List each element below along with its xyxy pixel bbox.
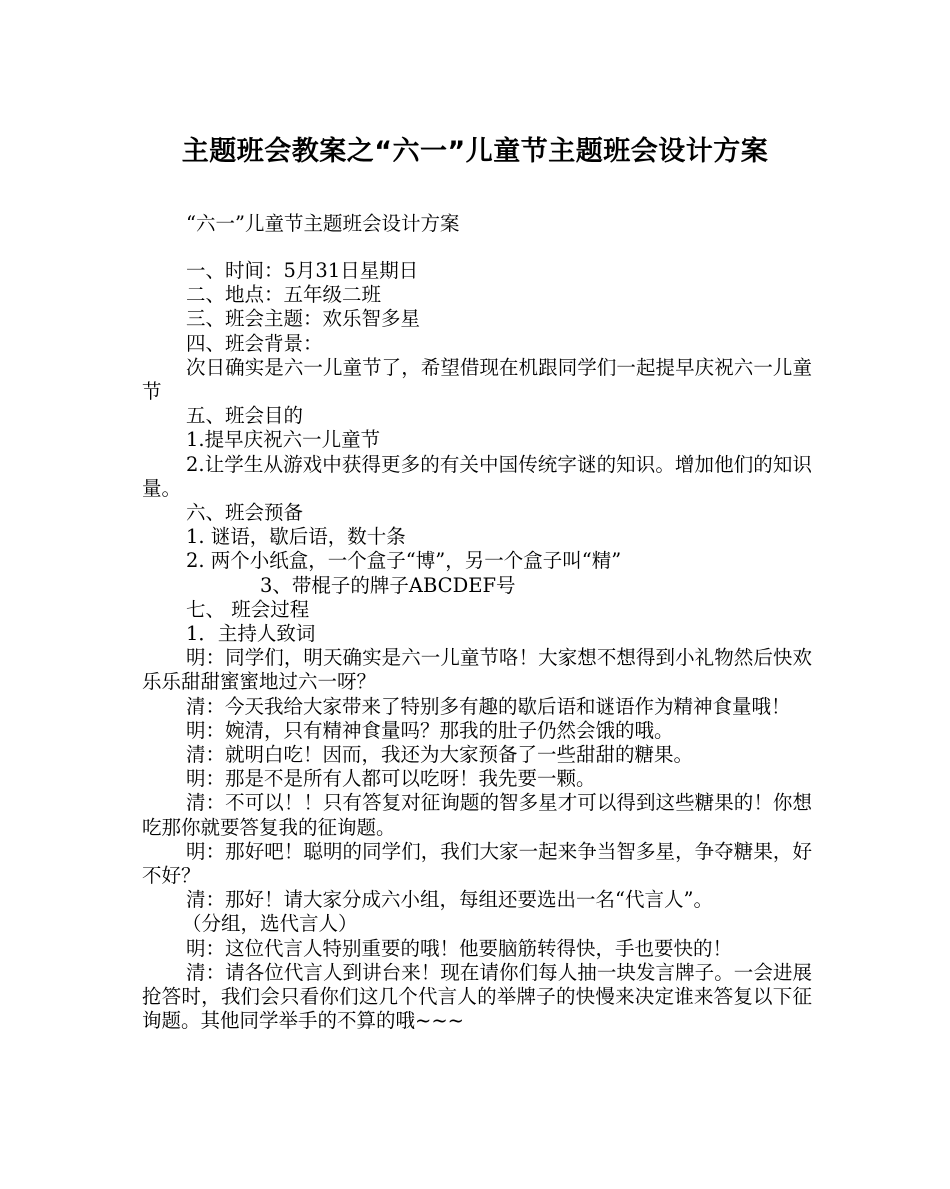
dialogue-line: 明：婉清，只有精神食量吗？那我的肚子仍然会饿的哦。 (186, 718, 674, 742)
paragraph-process-heading: 七、 班会过程 (186, 597, 310, 621)
dialogue-line: 清：就明白吃！因而，我还为大家预备了一些甜甜的糖果。 (186, 743, 694, 767)
paragraph-preparation-3: 3、带棍子的牌子ABCDEF号 (260, 573, 516, 597)
stage-direction: （分组，选代言人） (182, 912, 358, 936)
paragraph-purpose-heading: 五、班会目的 (186, 404, 304, 428)
paragraph-preparation-1: 1. 谜语，歇后语，数十条 (186, 525, 406, 549)
paragraph-time: 一、时间：5月31日星期日 (186, 259, 419, 282)
paragraph-background-heading: 四、班会背景： (186, 331, 323, 355)
paragraph-purpose-1: 1.提早庆祝六一儿童节 (186, 428, 381, 452)
paragraph-process-1: 1．主持人致词 (186, 622, 316, 646)
dialogue-line: 明：这位代言人特别重要的哦！他要脑筋转得快，手也要快的！ (186, 936, 733, 960)
paragraph-preparation-2: 2. 两个小纸盒，一个盒子“博”，另一个盒子叫“精” (186, 549, 622, 573)
dialogue-line: 明：那好吧！聪明的同学们，我们大家一起来争当智多星，争夺糖果，好不好？ (142, 839, 812, 888)
dialogue-line: 清：那好！请大家分成六小组，每组还要选出一名“代言人”。 (186, 888, 713, 912)
paragraph-purpose-2: 2.让学生从游戏中获得更多的有关中国传统字谜的知识。增加他们的知识量。 (142, 452, 812, 500)
dialogue-line: 明：同学们，明天确实是六一儿童节咯！大家想不想得到小礼物然后快欢乐乐甜甜蜜蜜地过六一呀？ (142, 646, 812, 694)
document-title: 主题班会教案之“六一”儿童节主题班会设计方案 (181, 136, 769, 167)
document-subtitle: “六一”儿童节主题班会设计方案 (186, 212, 460, 235)
paragraph-theme: 三、班会主题：欢乐智多星 (186, 307, 421, 331)
dialogue-line: 清：今天我给大家带来了特别多有趣的歇后语和谜语作为精神食量哦！ (186, 694, 791, 718)
paragraph-background: 次日确实是六一儿童节了，希望借现在机跟同学们一起提早庆祝六一儿童节 (142, 355, 812, 404)
dialogue-line: 明：那是不是所有人都可以吃呀！我先要一颗。 (186, 767, 596, 791)
paragraph-preparation-heading: 六、班会预备 (186, 501, 304, 525)
paragraph-location: 二、地点：五年级二班 (186, 283, 382, 307)
dialogue-line: 清：请各位代言人到讲台来！现在请你们每人抽一块发言牌子。一会进展抢答时，我们会只看你们这几个代言人的举牌子的快慢来决定谁来答复以下征询题。其他同学举手的不算的哦~~~ (142, 960, 812, 1033)
dialogue-line: 清：不可以！！只有答复对征询题的智多星才可以得到这些糖果的！你想吃那你就要答复我的征询题。 (142, 791, 812, 839)
document-body (142, 259, 812, 1034)
